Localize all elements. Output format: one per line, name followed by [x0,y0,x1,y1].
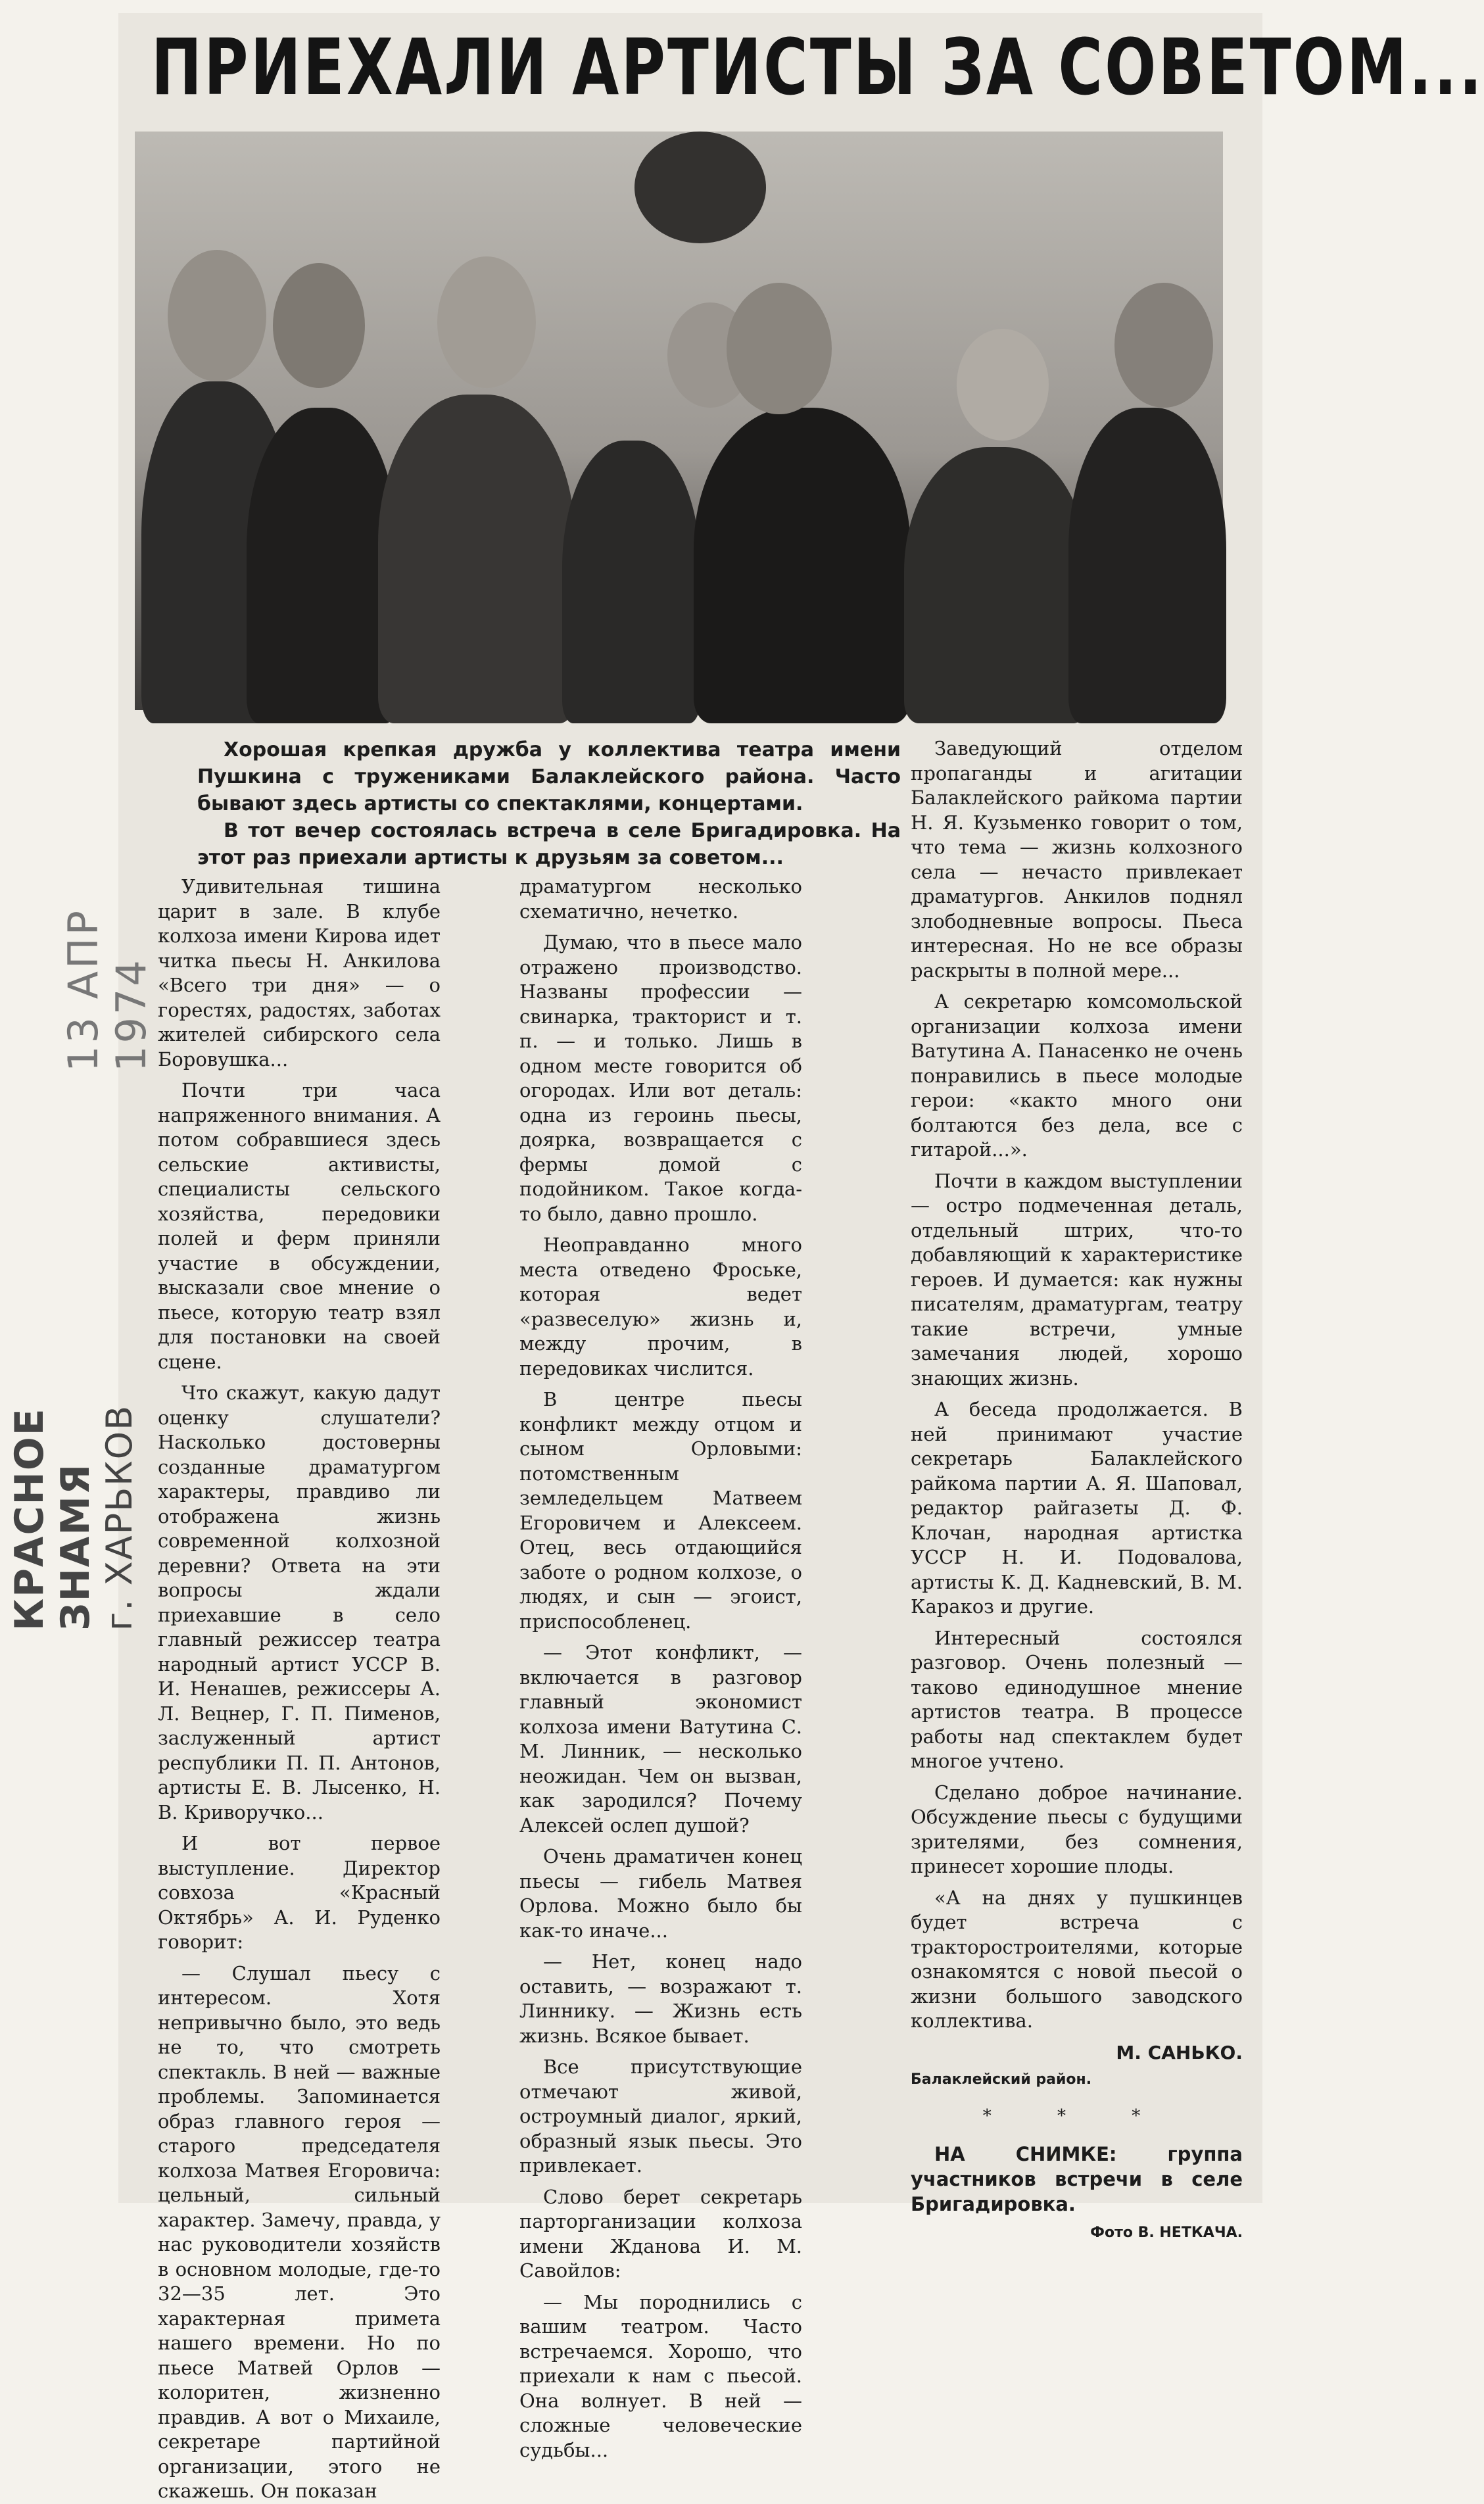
paragraph: Неоправданно много места отведено Фроське, которая ведет «развеселую» жизнь и, между прочим, в передовиках числится. [519,1234,802,1380]
paragraph: Думаю, что в пьесе мало отражено производство. Названы профессии — свинарка, тракторист и т. п. — и только. Лишь в одном месте говорится об огородах. Или вот деталь: одна из героинь пьесы, доярка, возвращается с фермы домой с подойником. Такое когда-то было, давно прошло. [519,931,802,1225]
paragraph: Удивительная тишина царит в зале. В клубе колхоза имени Кирова идет читка пьесы Н. Анкилова «Всего три дня» — о горестях, радостях, заботах жителей сибирского села Боровушка... [158,875,441,1071]
paragraph: Что скажут, какую дадут оценку слушатели? Насколько достоверны созданные драматургом характеры, правдиво ли отображена жизнь современной колхозной деревни? Ответа на эти вопросы ждали приехавшие в село главный режиссер театра народный артист УССР В. И. Ненашев, режиссеры А. Л. Вецнер, Г. П. Пименов, заслуженный артист республики П. П. Антонов, артисты Е. В. Лысенко, Н. В. Криворучко... [158,1382,441,1823]
date-stamp: 13 АПР 1974 [59,907,155,1072]
paragraph: Интересный состоялся разговор. Очень полезный — таково единодушное мнение артистов театра. В процессе работы над спектаклем будет многое учтено. [911,1626,1243,1772]
article-column-3 [911,736,1243,2241]
author-place: Балаклейский район. [911,2071,1092,2088]
lead-paragraph [197,736,901,868]
paragraph: Все присутствующие отмечают живой, остроумный диалог, яркий, образный язык пьесы. Это привлекает. [519,2056,802,2177]
newspaper-name: КРАСНОЕ ЗНАМЯ [7,1407,99,1631]
newspaper-city: г. ХАРЬКОВ [99,1404,140,1631]
paragraph: Почти три часа напряженного внимания. А потом собравшиеся здесь сельские активисты, специалисты сельского хозяйства, передовики полей и ферм приняли участие в обсуждении, высказали свое мнение о пьесе, которую театр взял для постановки на своей сцене. [158,1079,441,1373]
paragraph: А секретарю комсомольской организации колхоза имени Ватутина А. Панасенко не очень понравились в пьесе молодые герои: «както много они болтаются без дела, все с гитарой...». [911,990,1243,1161]
caption-text: группа участников встречи в селе Бригадировка. [911,2143,1243,2215]
photo-caption [911,2142,1243,2217]
paragraph: И вот первое выступление. Директор совхоза «Красный Октябрь» А. И. Руденко говорит: [158,1832,441,1953]
article-column-1 [158,875,441,2502]
paragraph: Заведующий отделом пропаганды и агитации Балаклейского райкома партии Н. Я. Кузьменко говорит о том, что тема — жизнь колхозного села — нечасто привлекает драматургов. Анкилов поднял злободневные вопросы. Пьеса интересная. Но не все образы раскрыты в полной мере... [911,737,1243,982]
paragraph: — Нет, конец надо оставить, — возражают т. Линнику. — Жизнь есть жизнь. Всякое бывает. [519,1950,802,2047]
paragraph: В центре пьесы конфликт между отцом и сыном Орловыми: потомственным земледельцем Матвеем Егоровичем и Алексеем. Отец, весь отдающийся заботе о родном колхозе, о людях, и сын — эгоист, приспособленец. [519,1388,802,1633]
article-column-2 [519,875,802,2461]
lead-text: В тот вечер состоялась встреча в селе Бригадировка. На этот раз приехали артисты к друзьям за советом... [197,819,901,869]
caption-tag: НА СНИМКЕ: [934,2143,1117,2165]
paragraph: Очень драматичен конец пьесы — гибель Матвея Орлова. Можно было бы как-то иначе... [519,1845,802,1942]
paragraph: — Этот конфликт, — включается в разговор главный экономист колхоза имени Ватутина С. М. Линник, — несколько неожидан. Чем он вызван, как зародился? Почему Алексей ослеп душой? [519,1641,802,1837]
headline: ПРИЕХАЛИ АРТИСТЫ ЗА СОВЕТОМ... [151,22,1484,112]
paragraph: Почти в каждом выступлении — остро подмеченная деталь, отдельный штрих, что-то добавляющий к характеристике героев. И думается: как нужны писателям, драматургам, театру такие встречи, умные замечания людей, хорошо знающих жизнь. [911,1169,1243,1389]
author-signature: М. САНЬКО. [1116,2041,1243,2063]
paragraph: Сделано доброе начинание. Обсуждение пьесы с будущими зрителями, без сомнения, принесет хорошие плоды. [911,1781,1243,1877]
paragraph: — Мы породнились с вашим театром. Часто встречаемся. Хорошо, что приехали к нам с пьесой. Она волнует. В ней — сложные человеческие судьбы... [519,2290,802,2461]
photo-credit: Фото В. НЕТКАЧА. [1090,2225,1243,2241]
paragraph: А беседа продолжается. В ней принимают участие секретарь Балаклейского райкома партии А. Я. Шаповал, редактор райгазеты Д. Ф. Клочан, народная артистка УССР Н. И. Подовалова, артисты К. Д. Кадневский, В. М. Каракоз и другие. [911,1398,1243,1618]
paragraph: Слово берет секретарь парторганизации колхоза имени Жданова И. М. Савойлов: [519,2185,802,2282]
separator-stars: * * * [982,2106,1171,2126]
news-photo [135,132,1223,710]
paragraph: «А на днях у пушкинцев будет встреча с тракторостроителями, которые ознакомятся с новой пьесой о жизни большого заводского коллектива. [911,1886,1243,2032]
newspaper-stamp [7,1263,140,1631]
paragraph: — Слушал пьесу с интересом. Хотя непривычно было, это ведь не то, что смотреть спектакль. В ней — важные проблемы. Запоминается образ главного героя — старого председателя колхоза Матвея Егоровича: цельный, сильный характер. Замечу, правда, у нас руководители хозяйств в основном молодые, где-то 32—35 лет. Это характерная примета нашего времени. Но по пьесе Матвей Орлов — колоритен, жизненно правдив. А вот о Михаиле, секретаре партийной организации, этого не скажешь. Он показан [158,1962,441,2502]
lead-text: Хорошая крепкая дружба у коллектива театра имени Пушкина с тружениками Балаклейского района. Часто бывают здесь артисты со спектаклями, концертами. [197,738,901,815]
paragraph: драматургом несколько схематично, нечетко. [519,875,802,923]
